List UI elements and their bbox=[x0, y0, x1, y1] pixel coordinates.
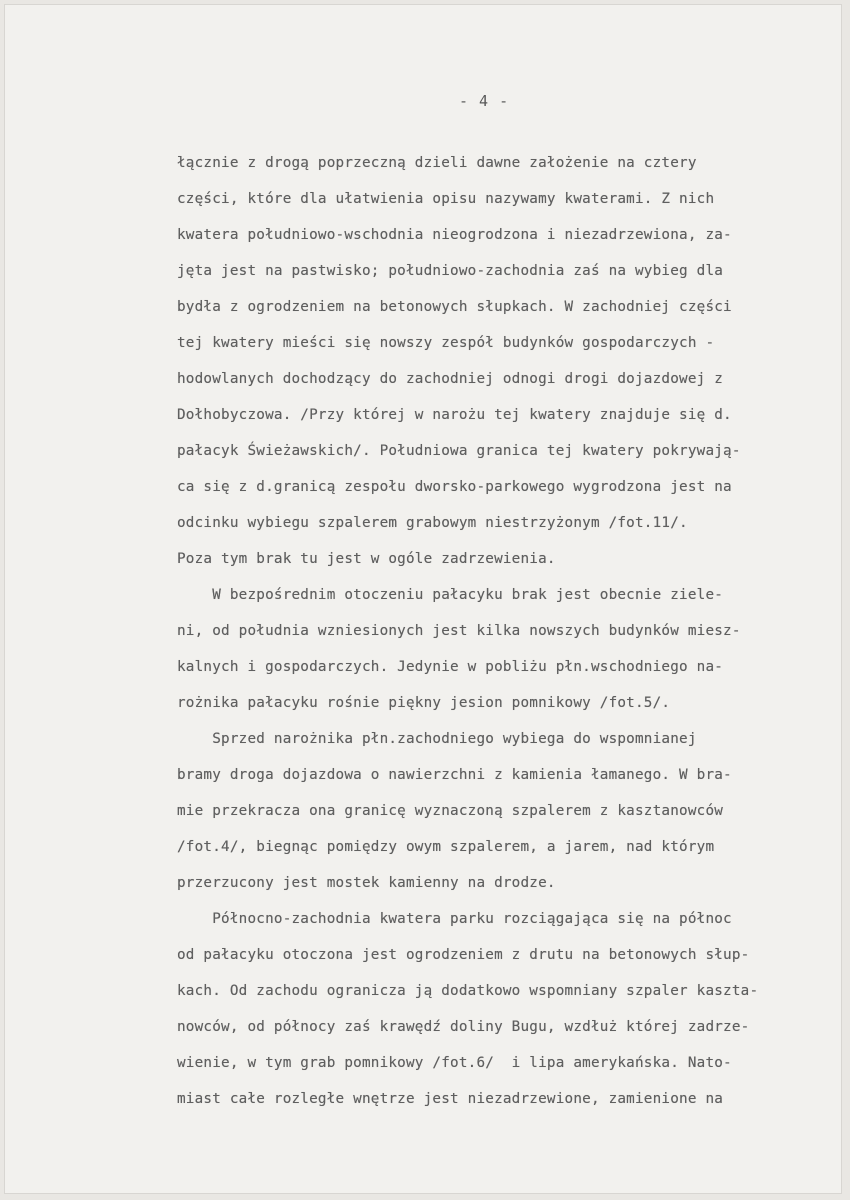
text-line: kach. Od zachodu ogranicza ją dodatkowo wspomniany szpaler kaszta- bbox=[177, 983, 759, 999]
text-line: bramy droga dojazdowa o nawierzchni z kamienia łamanego. W bra- bbox=[177, 767, 732, 783]
document-page bbox=[4, 4, 842, 1194]
text-line: Dołhobyczowa. /Przy której w narożu tej kwatery znajduje się d. bbox=[177, 407, 732, 423]
text-line: kwatera południowo-wschodnia nieogrodzona i niezadrzewiona, za- bbox=[177, 227, 732, 243]
text-line: Sprzed narożnika płn.zachodniego wybiega do wspomnianej bbox=[177, 731, 697, 747]
text-line: łącznie z drogą poprzeczną dzieli dawne założenie na cztery bbox=[177, 155, 697, 171]
text-line: tej kwatery mieści się nowszy zespół budynków gospodarczych - bbox=[177, 335, 715, 351]
text-line: części, które dla ułatwienia opisu nazywamy kwaterami. Z nich bbox=[177, 191, 715, 207]
text-line: jęta jest na pastwisko; południowo-zachodnia zaś na wybieg dla bbox=[177, 263, 724, 279]
text-line: hodowlanych dochodzący do zachodniej odnogi drogi dojazdowej z bbox=[177, 371, 724, 387]
text-line: ca się z d.granicą zespołu dworsko-parkowego wygrodzona jest na bbox=[177, 479, 732, 495]
page-number: - 4 - bbox=[459, 92, 510, 110]
text-line: Poza tym brak tu jest w ogóle zadrzewienia. bbox=[177, 551, 556, 567]
text-line: ni, od południa wzniesionych jest kilka nowszych budynków miesz- bbox=[177, 623, 741, 639]
text-line: odcinku wybiegu szpalerem grabowym niestrzyżonym /fot.11/. bbox=[177, 515, 688, 531]
text-line: W bezpośrednim otoczeniu pałacyku brak jest obecnie ziele- bbox=[177, 587, 724, 603]
text-line: od pałacyku otoczona jest ogrodzeniem z drutu na betonowych słup- bbox=[177, 947, 750, 963]
text-line: bydła z ogrodzeniem na betonowych słupkach. W zachodniej części bbox=[177, 299, 732, 315]
text-line: kalnych i gospodarczych. Jedynie w pobliżu płn.wschodniego na- bbox=[177, 659, 724, 675]
text-line: rożnika pałacyku rośnie piękny jesion pomnikowy /fot.5/. bbox=[177, 695, 671, 711]
text-line: nowców, od północy zaś krawędź doliny Bugu, wzdłuż której zadrze- bbox=[177, 1019, 750, 1035]
text-line: miast całe rozległe wnętrze jest niezadrzewione, zamienione na bbox=[177, 1091, 724, 1107]
text-line: pałacyk Świeżawskich/. Południowa granica tej kwatery pokrywają- bbox=[177, 443, 741, 459]
text-line: Północno-zachodnia kwatera parku rozciągająca się na północ bbox=[177, 911, 732, 927]
text-line: przerzucony jest mostek kamienny na drodze. bbox=[177, 875, 556, 891]
text-line: /fot.4/, biegnąc pomiędzy owym szpalerem, a jarem, nad którym bbox=[177, 839, 715, 855]
text-line: mie przekracza ona granicę wyznaczoną szpalerem z kasztanowców bbox=[177, 803, 724, 819]
text-line: wienie, w tym grab pomnikowy /fot.6/ i lipa amerykańska. Nato- bbox=[177, 1055, 732, 1071]
